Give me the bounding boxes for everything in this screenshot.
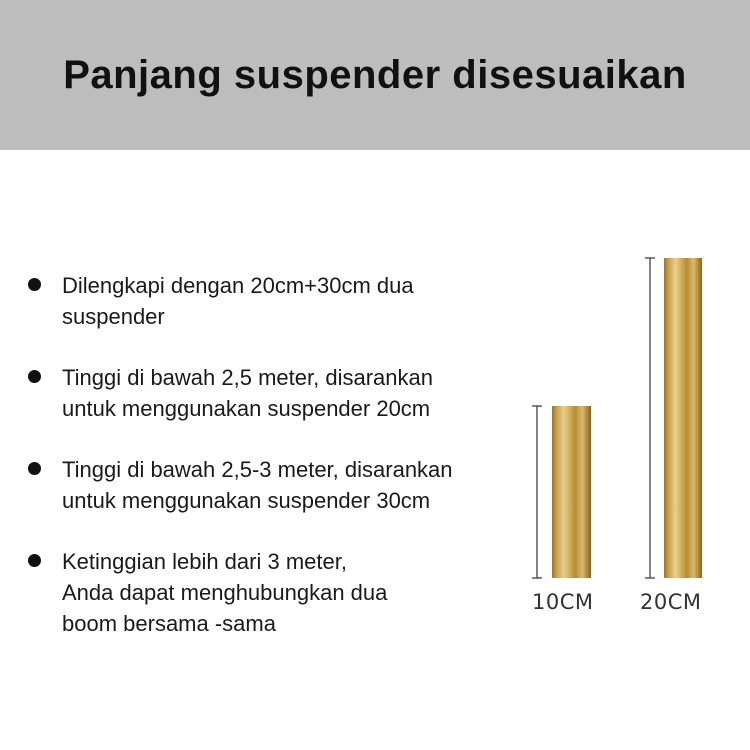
page-title: Panjang suspender disesuaikan xyxy=(63,52,687,97)
list-item-text: Dilengkapi dengan 20cm+30cm dua xyxy=(62,273,414,298)
list-item-text: suspender xyxy=(62,304,165,329)
list-item-text: Tinggi di bawah 2,5-3 meter, disarankan xyxy=(62,457,453,482)
rod-long-icon xyxy=(645,258,702,578)
rod-short-icon xyxy=(532,406,591,578)
list-item-text: Tinggi di bawah 2,5 meter, disarankan xyxy=(62,365,433,390)
list-item-text: Ketinggian lebih dari 3 meter, xyxy=(62,549,347,574)
rod-long-label: 20CM xyxy=(640,590,702,614)
rod-short-label: 10CM xyxy=(532,590,594,614)
list-item-text: untuk menggunakan suspender 30cm xyxy=(62,488,431,513)
list-item-text: boom bersama -sama xyxy=(62,611,276,636)
list-item-text: Anda dapat menghubungkan dua xyxy=(62,580,388,605)
list-item-text: untuk menggunakan suspender 20cm xyxy=(62,396,431,421)
